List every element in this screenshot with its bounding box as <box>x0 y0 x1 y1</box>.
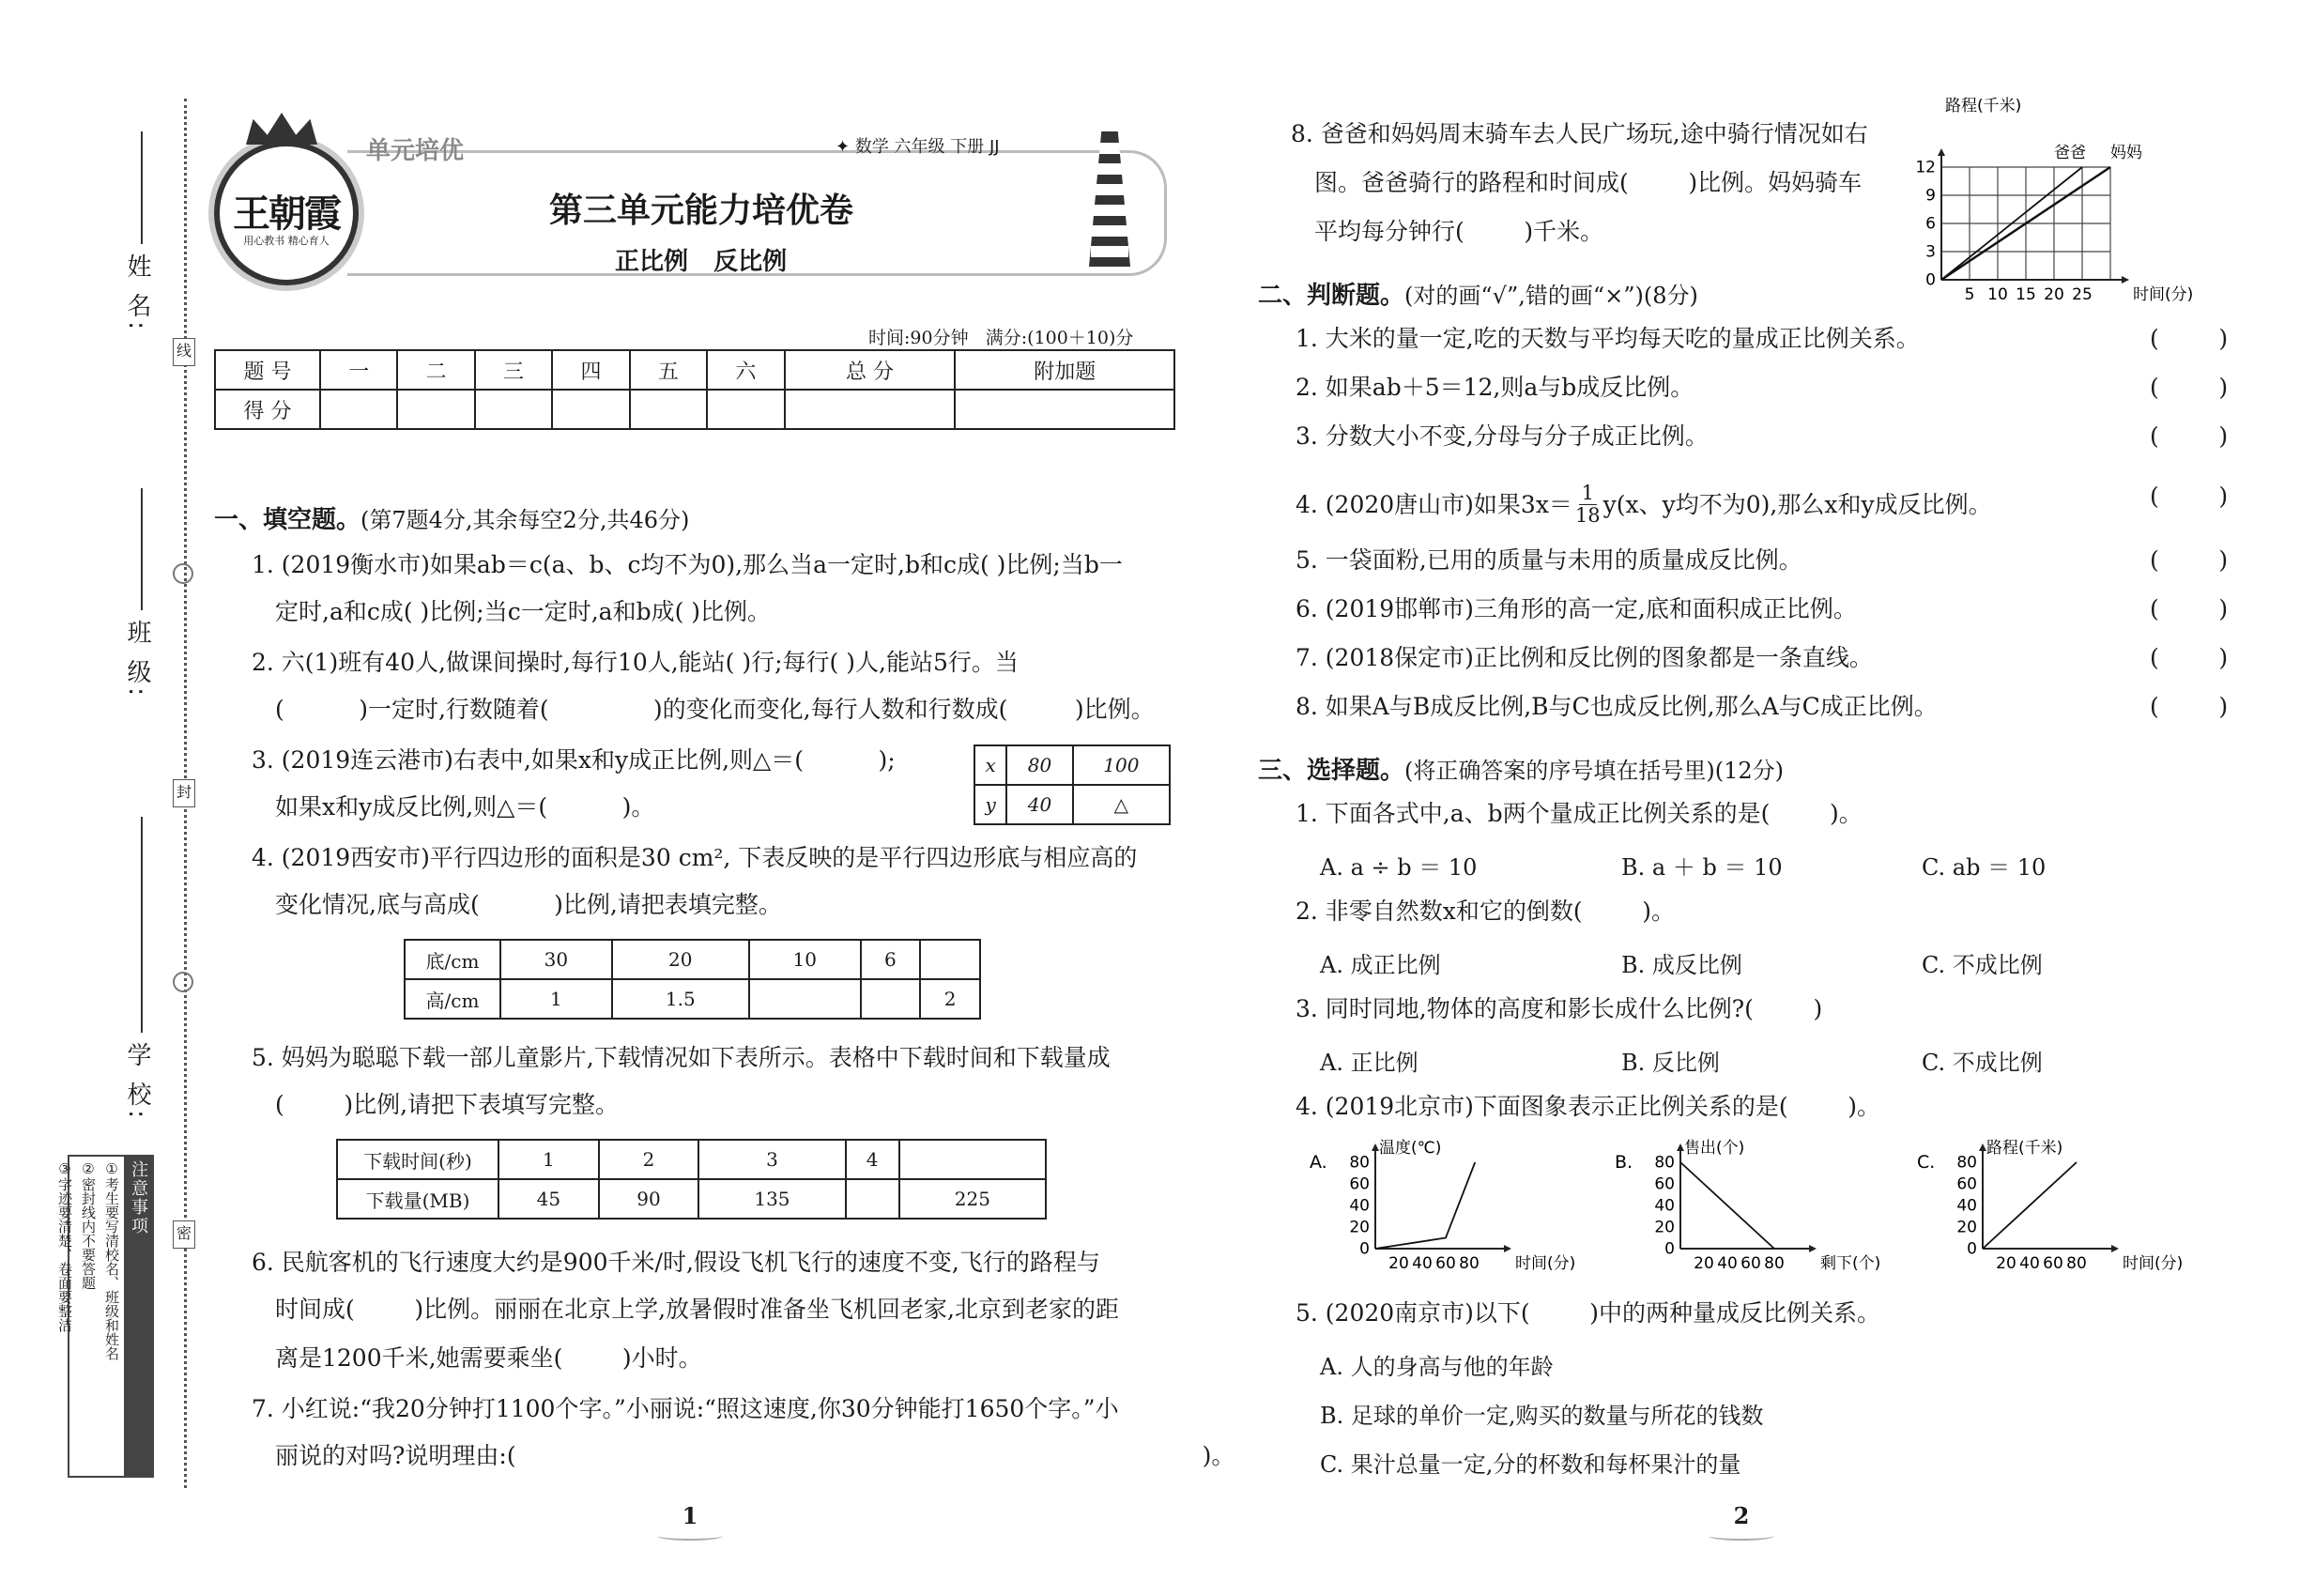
page-number: 2 <box>1733 1502 1750 1529</box>
series-line <box>1680 1162 1774 1249</box>
y-axis-arrow <box>1677 1143 1684 1151</box>
q4-table <box>404 939 981 1020</box>
notice-title: 注意事项 <box>124 1157 152 1476</box>
time-score: 时间:90分钟 满分:(100＋10)分 <box>868 328 1134 348</box>
cut-mark-1: 线 <box>173 338 195 366</box>
x-axis-label: 时间(分) <box>2133 285 2194 304</box>
cell: 45 <box>498 1179 599 1219</box>
school-label: 学 校: <box>123 1042 151 1123</box>
cell: 1 <box>500 979 612 1019</box>
judge-item-1: 1. 大米的量一定,吃的天数与平均每天吃的量成正比例关系。 <box>1296 325 1920 352</box>
q6-line1: 6. 民航客机的飞行速度大约是900千米/时,假设飞机飞行的速度不变,飞行的路程与 <box>252 1249 1100 1276</box>
y-tick-label: 20 <box>1654 1218 1675 1237</box>
crown-icon <box>246 113 317 145</box>
rivet-icon <box>173 563 193 584</box>
y-tick-label: 0 <box>1925 270 1936 290</box>
q4-line1: 4. (2019西安市)平行四边形的面积是30 cm², 下表反映的是平行四边形底与相应高的 <box>252 844 1138 871</box>
score-header: 三 <box>475 350 552 390</box>
cell: 6 <box>861 940 921 979</box>
q3-line2: 如果x和y成反比例,则△＝( )。 <box>275 793 655 821</box>
y-tick-label: 60 <box>1349 1174 1370 1194</box>
series-label: 爸爸 <box>2054 144 2086 162</box>
score-header: 题 号 <box>215 350 320 390</box>
judge-item-3: 3. 分数大小不变,分母与分子成正比例。 <box>1296 422 1709 450</box>
wave-ornament <box>657 1531 723 1541</box>
section2-note: (对的画“√”,错的画“×”)(8分) <box>1404 283 1698 309</box>
score-cell[interactable] <box>397 390 474 429</box>
y-tick-label: 60 <box>1654 1174 1675 1194</box>
section3-title-text: 三、选择题。 <box>1258 757 1405 785</box>
cell: 90 <box>599 1179 699 1219</box>
judge-item-4-head: 4. (2020唐山市)如果3x＝ <box>1296 490 1572 518</box>
y-tick-label: 12 <box>1915 158 1936 177</box>
q1-line1: 1. (2019衡水市)如果ab＝c(a、b、c均不为0),那么当a一定时,b和c成( )比例;当b一 <box>252 551 1123 578</box>
y-tick-label: 40 <box>1349 1196 1370 1216</box>
y-axis-label: 路程(千米) <box>1986 1139 2063 1158</box>
cell: 2 <box>599 1140 699 1179</box>
x-tick-label: 60 <box>2043 1254 2063 1273</box>
cell: x <box>974 745 1006 785</box>
choice-q3: 3. 同时同地,物体的高度和影长成什么比例?( ) <box>1296 995 1823 1022</box>
name-label: 姓 名: <box>123 253 151 334</box>
judge-item-7: 7. (2018保定市)正比例和反比例的图象都是一条直线。 <box>1296 644 1873 671</box>
x-tick-label: 40 <box>1412 1254 1433 1273</box>
x-tick-label: 40 <box>1717 1254 1738 1273</box>
cell: 下载量(MB) <box>337 1179 498 1219</box>
q6-line2: 时间成( )比例。丽丽在北京上学,放暑假时准备坐飞机回老家,北京到老家的距 <box>275 1296 1119 1323</box>
series-line <box>1983 1162 2077 1249</box>
y-tick-label: 40 <box>1654 1196 1675 1216</box>
q2-line2: ( )一定时,行数随着( )的变化而变化,每行人数和行数成( )比例。 <box>275 696 1155 723</box>
cell: 1 <box>498 1140 599 1179</box>
y-tick-label: 0 <box>1967 1239 1977 1259</box>
choice-q4-graph-a[interactable] <box>1310 1138 1610 1279</box>
judge-answer-4[interactable]: ( ) <box>2150 483 2229 510</box>
judge-answer-7[interactable]: ( ) <box>2150 644 2229 671</box>
section1-title <box>214 500 689 535</box>
cell: 2 <box>920 979 980 1019</box>
graph-option-label: B. <box>1615 1152 1633 1173</box>
q6-line3: 离是1200千米,她需要乘坐( )小时。 <box>275 1344 702 1372</box>
section2-title <box>1258 276 1698 311</box>
x-axis-arrow <box>2122 276 2129 284</box>
score-cell[interactable] <box>475 390 552 429</box>
x-tick-label: 20 <box>1388 1254 1409 1273</box>
x-tick-label: 20 <box>1694 1254 1714 1273</box>
y-tick-label: 6 <box>1925 214 1936 234</box>
section2-title-text: 二、判断题。 <box>1258 282 1405 310</box>
choice-q3-option-c[interactable]: C. 不成比例 <box>1922 1050 2043 1076</box>
y-tick-label: 60 <box>1956 1174 1977 1194</box>
section3-note: (将正确答案的序号填在括号里)(12分) <box>1404 758 1785 784</box>
judge-answer-8[interactable]: ( ) <box>2150 693 2229 720</box>
choice-q2: 2. 非零自然数x和它的倒数( )。 <box>1296 898 1675 925</box>
score-cell[interactable] <box>552 390 629 429</box>
q8-chart <box>1906 97 2225 313</box>
choice-q5-option-a[interactable]: A. 人的身高与他的年龄 <box>1320 1354 1554 1380</box>
meta-text: 数学 六年级 下册 JJ <box>854 137 1000 157</box>
q7-line1: 7. 小红说:“我20分钟打1100个字。”小丽说:“照这速度,你30分钟能打1650个字。”小 <box>252 1395 1119 1422</box>
cut-mark-2: 封 <box>173 779 195 807</box>
score-row-label: 得 分 <box>215 390 320 429</box>
answer-cell[interactable] <box>846 1179 899 1219</box>
wave-ornament <box>1709 1531 1774 1541</box>
x-tick-label: 80 <box>2066 1254 2087 1273</box>
x-tick-label: 20 <box>2044 285 2064 304</box>
notice-box <box>56 1155 154 1478</box>
notice-item: ③字迹要清楚、卷面要整洁 <box>56 1160 73 1332</box>
cell: 下载时间(秒) <box>337 1140 498 1179</box>
y-tick-label: 3 <box>1925 242 1936 262</box>
q5-line1: 5. 妈妈为聪聪下载一部儿童影片,下载情况如下表所示。表格中下载时间和下载量成 <box>252 1044 1111 1071</box>
choice-q3-option-b[interactable]: B. 反比例 <box>1621 1050 1720 1076</box>
x-tick-label: 10 <box>1987 285 2008 304</box>
q2-line1: 2. 六(1)班有40人,做课间操时,每行10人,能站( )行;每行( )人,能站5行。当 <box>252 649 1019 676</box>
graph-option-label: C. <box>1917 1152 1936 1173</box>
y-tick-label: 9 <box>1925 186 1936 206</box>
x-axis-label: 时间(分) <box>1515 1254 1576 1273</box>
header-meta: ✦ 数学 六年级 下册 JJ <box>836 137 1000 157</box>
choice-q5: 5. (2020南京市)以下( )中的两种量成反比例关系。 <box>1296 1299 1881 1327</box>
score-cell[interactable] <box>707 390 784 429</box>
choice-q2-option-c[interactable]: C. 不成比例 <box>1922 952 2043 978</box>
cell: 80 <box>1006 745 1073 785</box>
q8-line1: 8. 爸爸和妈妈周末骑车去人民广场玩,途中骑行情况如右 <box>1291 120 1868 147</box>
fraction-numerator: 1 <box>1579 483 1597 505</box>
cell: 4 <box>846 1140 899 1179</box>
y-tick-label: 80 <box>1654 1153 1675 1173</box>
brand-slogan: 用心教书 精心育人 <box>243 235 330 247</box>
cell: 40 <box>1006 785 1073 824</box>
page-subtitle: 正比例 反比例 <box>615 248 788 276</box>
answer-cell[interactable] <box>861 979 921 1019</box>
name-field[interactable] <box>141 131 143 244</box>
cell: 1.5 <box>612 979 749 1019</box>
choice-q3-option-a[interactable]: A. 正比例 <box>1320 1050 1418 1076</box>
y-axis-label: 温度(℃) <box>1379 1139 1442 1158</box>
x-tick-label: 15 <box>2016 285 2036 304</box>
judge-item-4-tail: y(x、y均不为0),那么x和y成反比例。 <box>1602 490 1992 518</box>
choice-q2-option-b[interactable]: B. 成反比例 <box>1621 952 1742 978</box>
cell: 高/cm <box>405 979 500 1019</box>
section1-note: (第7题4分,其余每空2分,共46分) <box>360 507 690 533</box>
q8-line2: 图。爸爸骑行的路程和时间成( )比例。妈妈骑车 <box>1314 169 1863 196</box>
y-axis-label: 售出(个) <box>1684 1139 1745 1158</box>
cell: 20 <box>612 940 749 979</box>
judge-answer-3[interactable]: ( ) <box>2150 422 2229 450</box>
x-tick-label: 40 <box>2019 1254 2040 1273</box>
graph-option-label: A. <box>1310 1152 1327 1173</box>
y-tick-label: 40 <box>1956 1196 1977 1216</box>
x-axis-arrow <box>1809 1245 1817 1252</box>
x-tick-label: 80 <box>1459 1254 1480 1273</box>
judge-item-4 <box>1296 483 1992 527</box>
choice-q1: 1. 下面各式中,a、b两个量成正比例关系的是( )。 <box>1296 800 1863 827</box>
y-tick-label: 20 <box>1956 1218 1977 1237</box>
cell: 3 <box>698 1140 845 1179</box>
fraction-denominator: 18 <box>1574 504 1601 528</box>
q8-line3: 平均每分钟行( )千米。 <box>1314 218 1604 245</box>
answer-cell[interactable] <box>899 1140 1046 1179</box>
fraction <box>1575 483 1601 527</box>
cell: 135 <box>698 1179 845 1219</box>
x-tick-label: 25 <box>2072 285 2093 304</box>
score-header: 附加题 <box>955 350 1174 390</box>
q4-line2: 变化情况,底与高成( )比例,请把表填完整。 <box>275 891 782 918</box>
score-header: 总 分 <box>785 350 956 390</box>
cell: △ <box>1073 785 1170 824</box>
y-axis-arrow <box>1938 148 1945 156</box>
cell: 30 <box>500 940 612 979</box>
score-cell[interactable] <box>955 390 1174 429</box>
cell: 10 <box>749 940 861 979</box>
q1-line2: 定时,a和c成( )比例;当c一定时,a和b成( )比例。 <box>275 598 772 625</box>
x-axis-label: 剩下(个) <box>1820 1254 1881 1273</box>
choice-q4: 4. (2019北京市)下面图象表示正比例关系的是( )。 <box>1296 1093 1881 1120</box>
x-tick-label: 5 <box>1964 285 1975 304</box>
school-field[interactable] <box>141 817 143 1033</box>
q7-line2: 丽说的对吗?说明理由:( )。 <box>275 1442 1235 1469</box>
y-axis-arrow <box>1372 1143 1379 1151</box>
cell: 底/cm <box>405 940 500 979</box>
q3-table <box>974 744 1171 825</box>
choice-q5-option-c[interactable]: C. 果汁总量一定,分的杯数和每杯果汁的量 <box>1320 1451 1741 1478</box>
judge-answer-2[interactable]: ( ) <box>2150 374 2229 401</box>
judge-answer-5[interactable]: ( ) <box>2150 546 2229 574</box>
x-tick-label: 20 <box>1996 1254 2016 1273</box>
judge-item-6: 6. (2019邯郸市)三角形的高一定,底和面积成正比例。 <box>1296 595 1857 622</box>
class-label: 班 级: <box>123 620 151 700</box>
q5-table <box>336 1139 1047 1220</box>
page-number: 1 <box>682 1502 698 1529</box>
score-cell[interactable] <box>785 390 956 429</box>
page-number-2 <box>1709 1502 1774 1541</box>
brand-name: 王朝霞 <box>233 192 340 236</box>
y-tick-label: 80 <box>1956 1153 1977 1173</box>
answer-cell[interactable] <box>749 979 861 1019</box>
y-tick-label: 0 <box>1359 1239 1370 1259</box>
choice-q4-graph-b[interactable] <box>1615 1138 1915 1279</box>
x-tick-label: 60 <box>1740 1254 1761 1273</box>
y-axis-arrow <box>1979 1143 1986 1151</box>
notice-item: ②密封线内不要答题 <box>80 1160 97 1290</box>
series-line <box>1375 1162 1475 1249</box>
cut-mark-3: 密 <box>173 1220 195 1249</box>
score-table <box>214 349 1175 430</box>
cell: y <box>974 785 1006 824</box>
section1-title-text: 一、填空题。 <box>214 506 361 534</box>
q5-line2: ( )比例,请把下表填写完整。 <box>275 1091 620 1118</box>
rivet-icon <box>173 972 193 992</box>
brand-logo <box>214 141 359 285</box>
series-label: 妈妈 <box>2110 144 2142 162</box>
cell: 225 <box>899 1179 1046 1219</box>
score-header: 二 <box>397 350 474 390</box>
choice-q1-option-a[interactable]: A. a ÷ b ＝ 10 <box>1320 854 1478 881</box>
y-tick-label: 0 <box>1664 1239 1675 1259</box>
choice-q2-option-a[interactable]: A. 成正比例 <box>1320 952 1441 978</box>
choice-q1-option-c[interactable]: C. ab ＝ 10 <box>1922 854 2047 881</box>
judge-item-2: 2. 如果ab＋5＝12,则a与b成反比例。 <box>1296 374 1694 401</box>
score-header: 五 <box>630 350 707 390</box>
q3-line1: 3. (2019连云港市)右表中,如果x和y成正比例,则△＝( ); <box>252 746 896 774</box>
y-axis-label: 路程(千米) <box>1945 97 2022 115</box>
y-tick-label: 20 <box>1349 1218 1370 1237</box>
x-axis-arrow <box>2111 1245 2119 1252</box>
x-tick-label: 60 <box>1435 1254 1456 1273</box>
y-tick-label: 80 <box>1349 1153 1370 1173</box>
page-title: 第三单元能力培优卷 <box>549 192 854 230</box>
choice-q5-option-b[interactable]: B. 足球的单价一定,购买的数量与所花的钱数 <box>1320 1403 1764 1429</box>
x-axis-arrow <box>1504 1245 1511 1252</box>
series-label: 单元培优 <box>366 137 465 165</box>
answer-cell[interactable] <box>920 940 980 979</box>
score-header: 六 <box>707 350 784 390</box>
score-header: 四 <box>552 350 629 390</box>
judge-answer-6[interactable]: ( ) <box>2150 595 2229 622</box>
section3-title <box>1258 751 1784 786</box>
cell: 100 <box>1073 745 1170 785</box>
notice-item: ①考生要写清校名、班级和姓名 <box>103 1160 120 1360</box>
judge-item-8: 8. 如果A与B成反比例,B与C也成反比例,那么A与C成正比例。 <box>1296 693 1938 720</box>
judge-item-5: 5. 一袋面粉,已用的质量与未用的质量成反比例。 <box>1296 546 1802 574</box>
score-cell[interactable] <box>320 390 397 429</box>
score-cell[interactable] <box>630 390 707 429</box>
judge-answer-1[interactable]: ( ) <box>2150 325 2229 352</box>
page-number-1 <box>657 1502 723 1541</box>
choice-q4-graph-c[interactable] <box>1917 1138 2227 1279</box>
class-field[interactable] <box>141 488 143 610</box>
x-tick-label: 80 <box>1764 1254 1785 1273</box>
choice-q1-option-b[interactable]: B. a ＋ b ＝ 10 <box>1621 854 1783 881</box>
x-axis-label: 时间(分) <box>2123 1254 2184 1273</box>
score-header: 一 <box>320 350 397 390</box>
